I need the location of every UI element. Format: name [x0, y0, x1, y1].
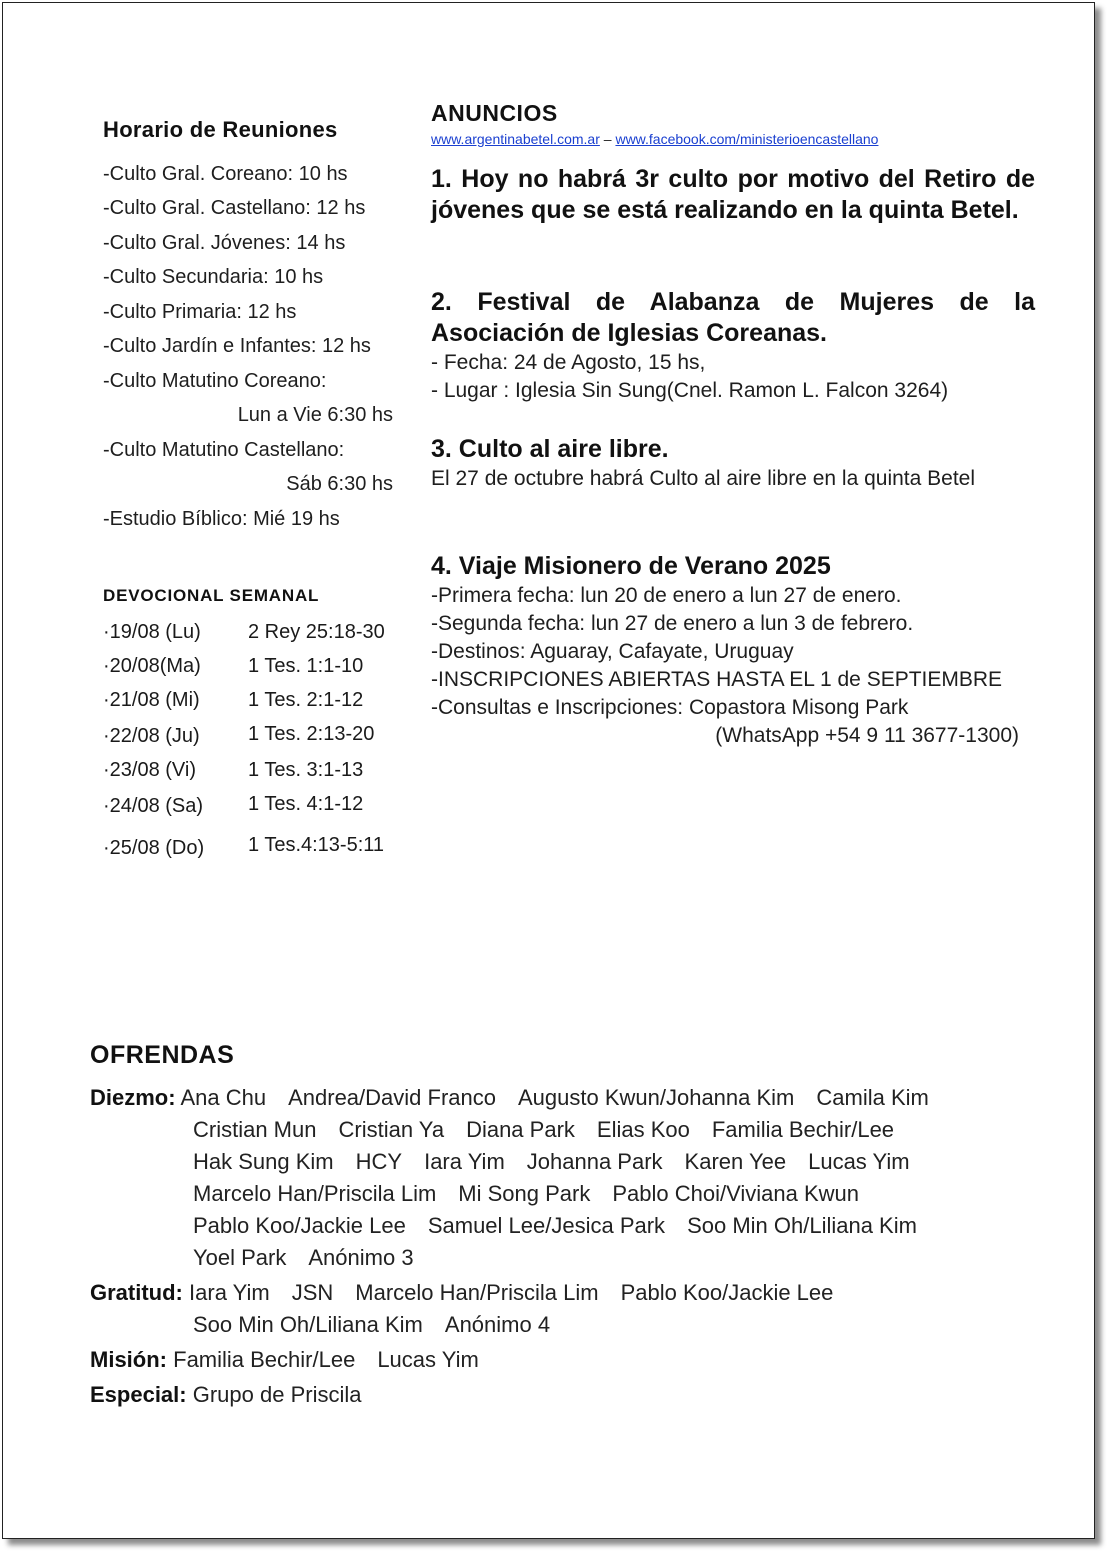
schedule-item-time: Sáb 6:30 hs — [286, 473, 393, 495]
schedule-item: -Culto Matutino Castellano: — [103, 439, 345, 461]
offerings-mision — [90, 1344, 1050, 1376]
announcement-line: - Fecha: 24 de Agosto, 15 hs, — [431, 351, 706, 374]
devotional-date: ·21/08 (Mi) — [103, 689, 200, 711]
offerings-row — [90, 1242, 1050, 1274]
offerings-row — [90, 1309, 1050, 1341]
donor-name: Lucas Yim — [377, 1347, 479, 1372]
donor-name: HCY — [355, 1149, 403, 1174]
website-link[interactable]: www.argentinabetel.com.ar — [431, 131, 600, 147]
schedule-item: -Culto Jardín e Infantes: 12 hs — [103, 335, 371, 357]
donor-name: Lucas Yim — [808, 1149, 910, 1174]
donor-name: Elias Koo — [596, 1117, 690, 1142]
offerings-title: OFRENDAS — [90, 1041, 235, 1069]
offerings-row — [90, 1146, 1050, 1178]
announcement-line: -Segunda fecha: lun 27 de enero a lun 3 de febrero. — [431, 612, 914, 635]
donor-name: Camila Kim — [816, 1085, 929, 1110]
devotional-date: ·24/08 (Sa) — [103, 795, 204, 817]
donor-name: Ana Chu — [180, 1085, 267, 1110]
offerings-row — [90, 1344, 1050, 1376]
gratitud-label: Gratitud: — [90, 1280, 183, 1305]
announcement-line: - Lugar : Iglesia Sin Sung(Cnel. Ramon L. Falcon 3264) — [431, 379, 949, 402]
donor-name: Pablo Koo/Jackie Lee — [193, 1213, 406, 1238]
donor-name: Pablo Choi/Viviana Kwun — [612, 1181, 859, 1206]
offerings-row — [90, 1082, 1050, 1114]
donor-name: Iara Yim — [424, 1149, 505, 1174]
mision-label: Misión: — [90, 1347, 167, 1372]
donor-list — [173, 1347, 501, 1372]
donor-list — [180, 1085, 950, 1110]
diezmo-label: Diezmo: — [90, 1085, 176, 1110]
announcement-heading: 1. Hoy no habrá 3r culto por motivo del Retiro de jóvenes que se está realizando en la quinta Betel. — [431, 165, 1035, 224]
announcement-line: -Destinos: Aguaray, Cafayate, Uruguay — [431, 640, 794, 663]
devotional-date: ·20/08(Ma) — [103, 655, 201, 677]
donor-name: Samuel Lee/Jesica Park — [427, 1213, 666, 1238]
schedule-item: -Culto Gral. Castellano: 12 hs — [103, 197, 366, 219]
announcement-line: -INSCRIPCIONES ABIERTAS HASTA EL 1 de SEPTIEMBRE — [431, 668, 1003, 691]
schedule-item: -Culto Secundaria: 10 hs — [103, 266, 324, 288]
schedule-item: -Culto Gral. Coreano: 10 hs — [103, 163, 348, 185]
donor-name: Yoel Park — [193, 1245, 287, 1270]
devotional-date: ·23/08 (Vi) — [103, 759, 197, 781]
donor-name: JSN — [291, 1280, 334, 1305]
schedule-item: -Culto Matutino Coreano: — [103, 370, 327, 392]
donor-name: Andrea/David Franco — [288, 1085, 496, 1110]
devotional-reference: 1 Tes. 2:1-12 — [248, 689, 364, 711]
schedule-item: -Culto Gral. Jóvenes: 14 hs — [103, 232, 346, 254]
offerings-especial — [90, 1379, 1050, 1411]
donor-name: Hak Sung Kim — [193, 1149, 334, 1174]
links-row — [431, 131, 878, 147]
donor-name: Anónimo 3 — [308, 1245, 414, 1270]
offerings-diezmo — [90, 1082, 1050, 1274]
donor-name: Iara Yim — [189, 1280, 270, 1305]
schedule-item: -Estudio Bíblico: Mié 19 hs — [103, 508, 340, 530]
donor-name: Anónimo 4 — [444, 1312, 551, 1337]
offerings-row — [90, 1379, 1050, 1411]
schedule-item: -Culto Primaria: 12 hs — [103, 301, 297, 323]
donor-name: Soo Min Oh/Liliana Kim — [687, 1213, 917, 1238]
devotional-reference: 1 Tes.4:13-5:11 — [248, 834, 385, 856]
devotional-reference: 2 Rey 25:18-30 — [248, 621, 385, 643]
offerings-gratitud — [90, 1277, 1050, 1341]
announcement-heading: 3. Culto al aire libre. — [431, 435, 669, 463]
donor-name: Pablo Koo/Jackie Lee — [620, 1280, 834, 1305]
announcement-line: -Primera fecha: lun 20 de enero a lun 27 de enero. — [431, 584, 902, 607]
schedule-title: Horario de Reuniones — [103, 117, 338, 142]
devotional-reference: 1 Tes. 1:1-10 — [248, 655, 364, 677]
donor-list — [193, 1382, 384, 1407]
announcement-2 — [431, 287, 1035, 405]
bulletin-page — [2, 2, 1095, 1539]
announcement-4 — [431, 551, 1035, 750]
donor-name: Marcelo Han/Priscila Lim — [355, 1280, 599, 1305]
offerings-row — [90, 1178, 1050, 1210]
donor-list — [189, 1280, 855, 1305]
donor-name: Familia Bechir/Lee — [173, 1347, 356, 1372]
announcements-title: ANUNCIOS — [431, 100, 558, 126]
announcement-3 — [431, 434, 1035, 493]
donor-name: Johanna Park — [526, 1149, 663, 1174]
donor-name: Augusto Kwun/Johanna Kim — [517, 1085, 795, 1110]
offerings-row — [90, 1210, 1050, 1242]
announcement-body: El 27 de octubre habrá Culto al aire libre en la quinta Betel — [431, 467, 976, 490]
devotional-title: DEVOCIONAL SEMANAL — [103, 586, 320, 605]
facebook-link[interactable]: www.facebook.com/ministerioencastellano — [615, 131, 879, 147]
offerings-row — [90, 1277, 1050, 1309]
donor-name: Cristian Mun — [193, 1117, 317, 1142]
donor-name: Mi Song Park — [458, 1181, 591, 1206]
devotional-reference: 1 Tes. 3:1-13 — [248, 759, 364, 781]
offerings-row — [90, 1114, 1050, 1146]
donor-name: Familia Bechir/Lee — [711, 1117, 895, 1142]
devotional-date: ·25/08 (Do) — [103, 837, 205, 859]
especial-label: Especial: — [90, 1382, 187, 1407]
announcement-heading: 4. Viaje Misionero de Verano 2025 — [431, 552, 831, 580]
announcement-contact: (WhatsApp +54 9 11 3677-1300) — [715, 724, 1019, 747]
devotional-reference: 1 Tes. 2:13-20 — [248, 723, 375, 745]
donor-name: Karen Yee — [684, 1149, 787, 1174]
devotional-date: ·19/08 (Lu) — [103, 621, 201, 643]
donor-name: Cristian Ya — [338, 1117, 445, 1142]
donor-name: Soo Min Oh/Liliana Kim — [193, 1312, 423, 1337]
link-separator: – — [599, 131, 616, 147]
devotional-reference: 1 Tes. 4:1-12 — [248, 793, 364, 815]
donor-name: Diana Park — [466, 1117, 575, 1142]
donor-name: Marcelo Han/Priscila Lim — [193, 1181, 437, 1206]
schedule-item-time: Lun a Vie 6:30 hs — [237, 404, 393, 426]
announcement-1 — [431, 164, 1035, 226]
announcement-line: -Consultas e Inscripciones: Copastora Misong Park — [431, 696, 909, 719]
devotional-date: ·22/08 (Ju) — [103, 725, 200, 747]
donor-name: Grupo de Priscila — [192, 1382, 362, 1407]
announcement-heading: 2. Festival de Alabanza de Mujeres de la Asociación de Iglesias Coreanas. — [431, 288, 1035, 347]
